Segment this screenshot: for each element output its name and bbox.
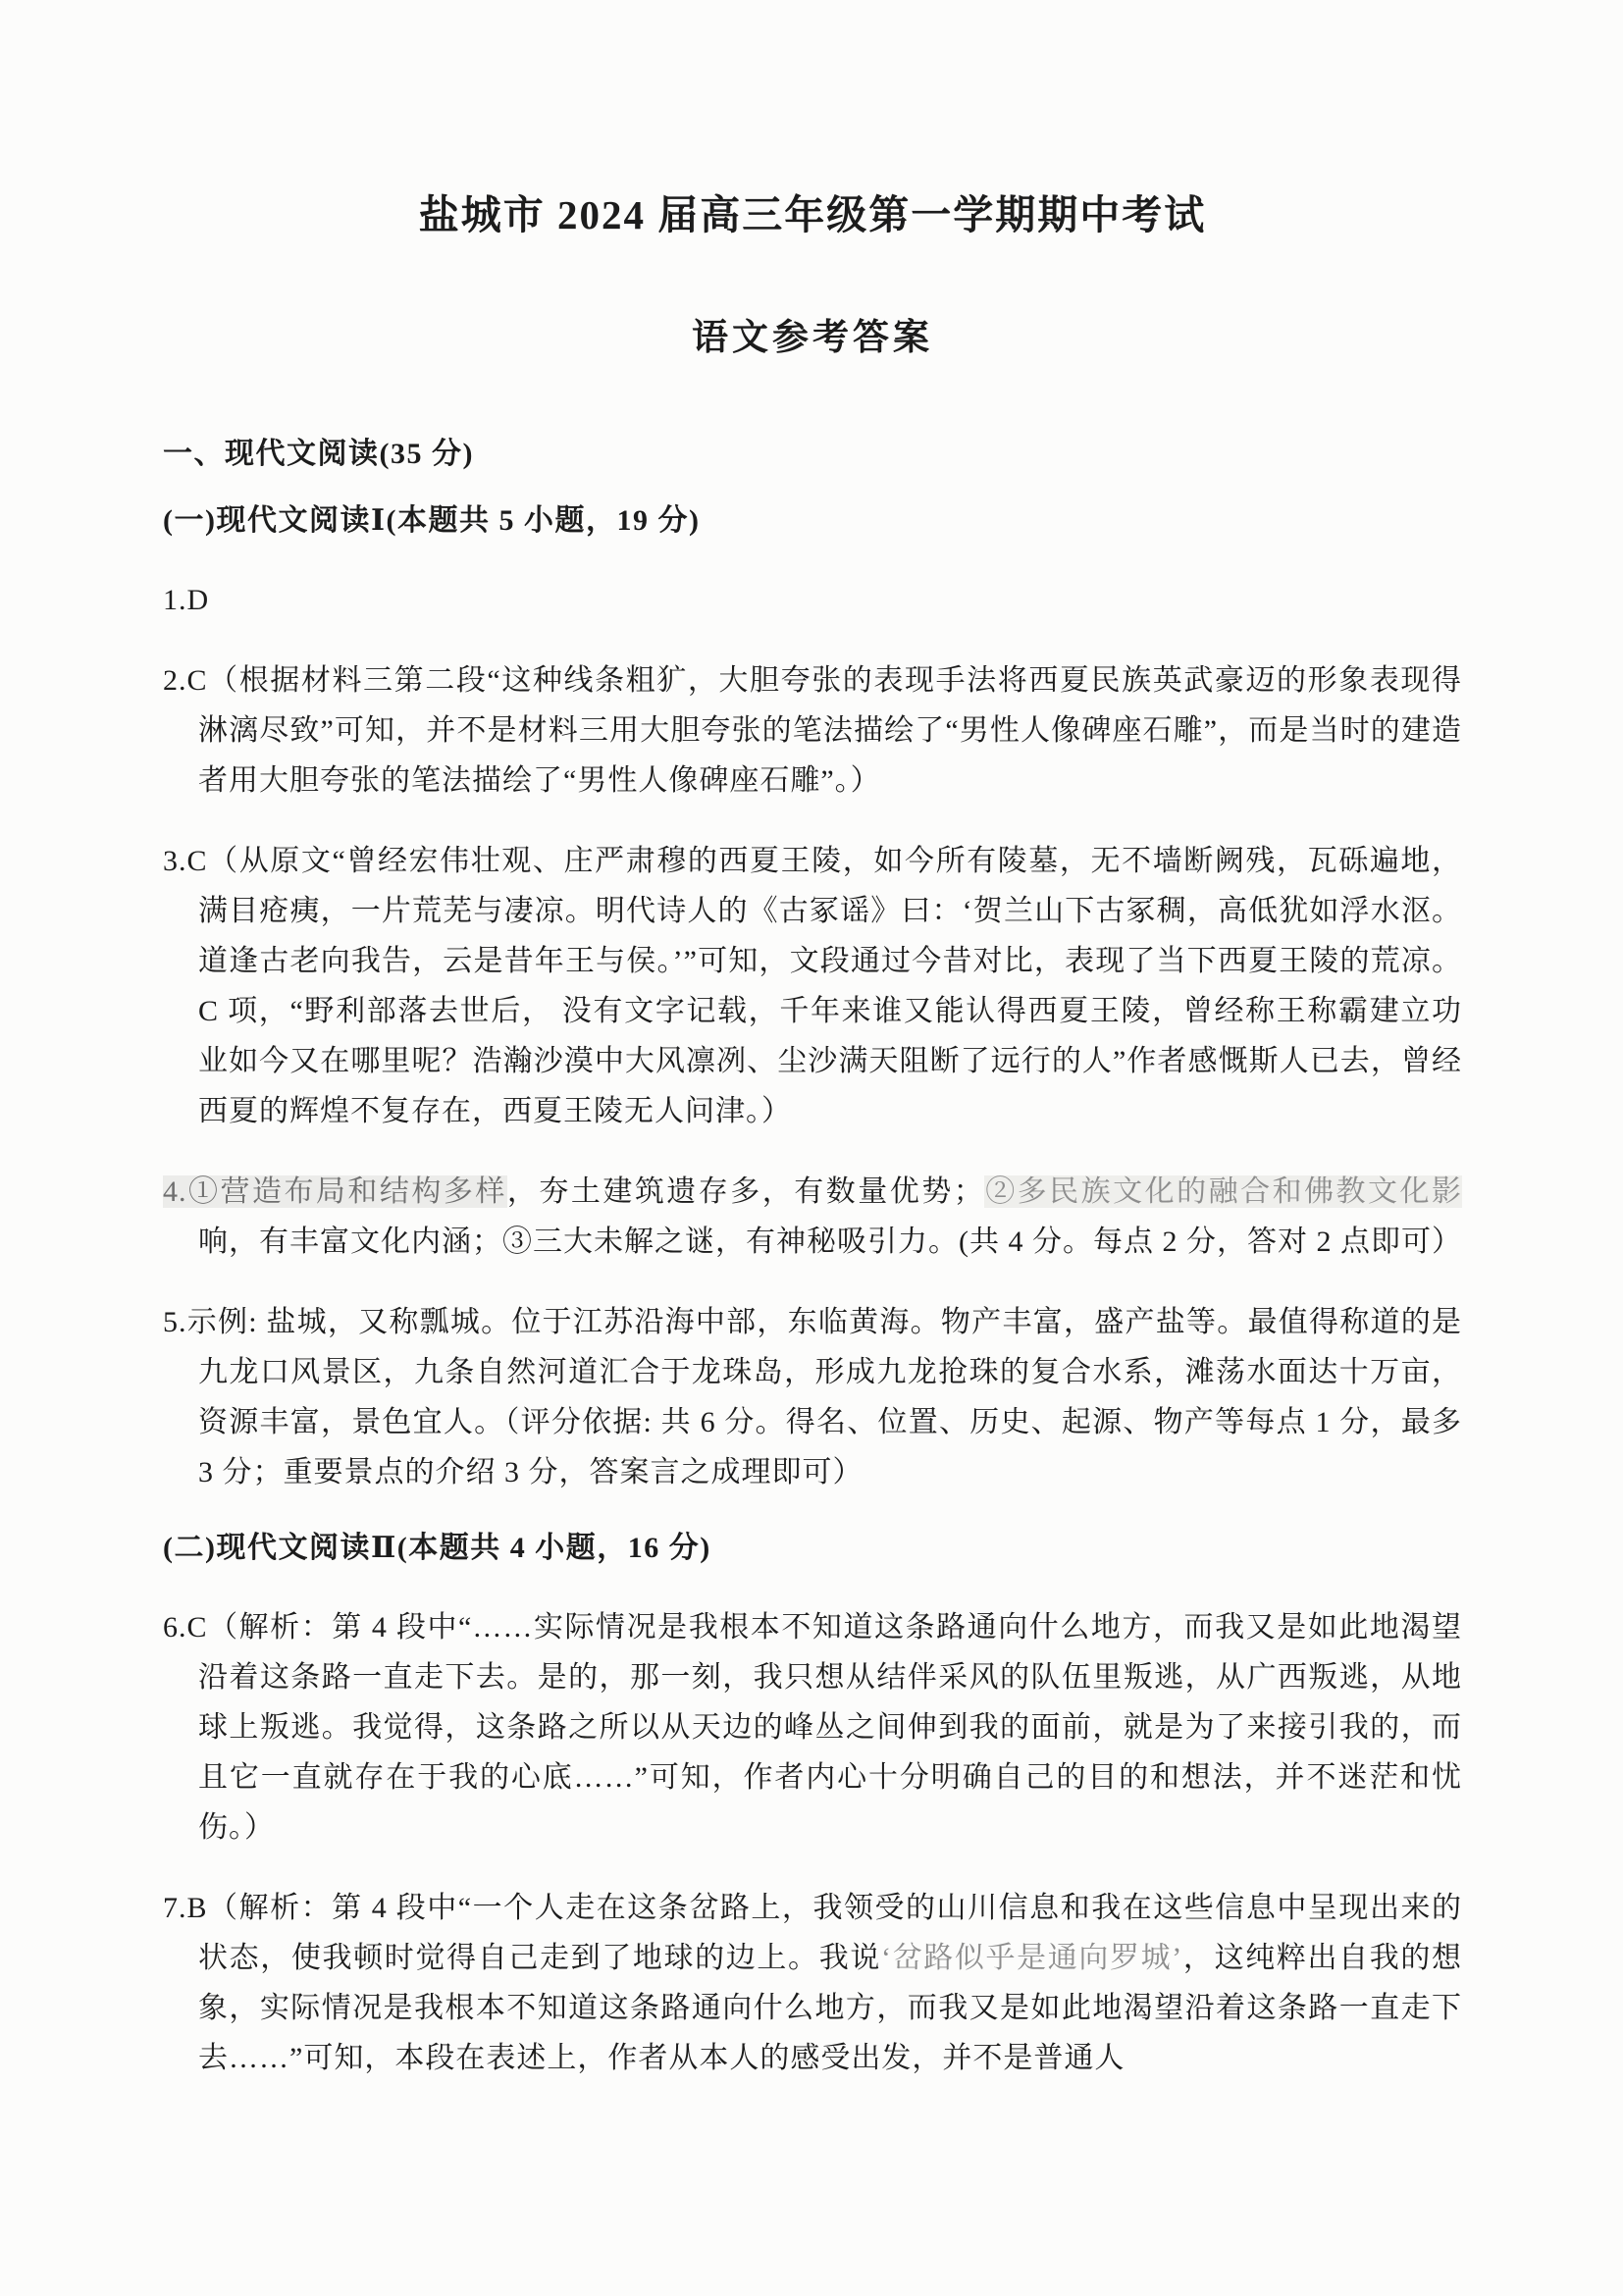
answer-q1: 1.D: [163, 584, 210, 616]
answer-q3: 3.C（从原文“曾经宏伟壮观、庄严肃穆的西夏王陵，如今所有陵墓，无不墙断阙残，瓦砾遍地，满目疮痍，一片荒芜与凄凉。明代诗人的《古冢谣》曰：‘贺兰山下古冢稠，高低犹如浮水沤。道逢古老向我告，云是昔年王与侯。’”可知，文段通过今昔对比，表现了当下西夏王陵的荒凉。C 项，“野利部落去世后， 没有文字记载，千年来谁又能认得西夏王陵，曾经称王称霸建立功业如今又在哪里呢？浩瀚沙漠中大风凛冽、尘沙满天阻断了远行的人”作者感慨斯人已去，曾经西夏的辉煌不复存在，西夏王陵无人问津。）: [163, 845, 1462, 1127]
answer-q6: 6.C（解析：第 4 段中“……实际情况是我根本不知道这条路通向什么地方，而我又是如此地渴望沿着这条路一直走下去。是的，那一刻，我只想从结伴采风的队伍里叛逃，从广西叛逃，从地球上叛逃。我觉得，这条路之所以从天边的峰丛之间伸到我的面前，就是为了来接引我的，而且它一直就存在于我的心底……”可知，作者内心十分明确自己的目的和想法，并不迷茫和忧伤。）: [163, 1611, 1462, 1844]
page-subtitle: 语文参考答案: [692, 318, 933, 358]
part2-heading-reading-2: (二)现代文阅读Ⅱ(本题共 4 小题，16 分): [163, 1532, 711, 1564]
q7-gray-quote-segment: ‘岔路似乎是通向罗城’: [880, 1942, 1183, 1974]
part1-heading-reading-1: (一)现代文阅读Ⅰ(本题共 5 小题，19 分): [163, 504, 701, 537]
answer-q4: [163, 1167, 1463, 1267]
answer-q5: 5.示例: 盐城，又称瓢城。位于江苏沿海中部，东临黄海。物产丰富，盛产盐等。最值得称道的是九龙口风景区，九条自然河道汇合于龙珠岛，形成九龙抢珠的复合水系，滩荡水面达十万亩，资源丰富，景色宜人。（评分依据: 共 6 分。得名、位置、历史、起源、物产等每点 1 分，最多 3 分；重要景点的介绍 3 分，答案言之成理即可）: [163, 1306, 1462, 1488]
section-heading-modern-text-reading: 一、现代文阅读(35 分): [163, 438, 474, 470]
q4-gray-segment-1: 4.①营造布局和结构多样: [163, 1175, 507, 1208]
q4-black-segment-2: 响，有丰富文化内涵；③三大未解之谜，有神秘吸引力。(共 4 分。每点 2 分，答对 2 点即可）: [198, 1226, 1462, 1258]
q7-black-segment-1: 7.B（解析：第 4 段中“一个人走在这条岔路上，我领受的山川信息和我在这些信息中呈现出来的状态，使我顿时觉得自己走到了地球的边上。我说: [163, 1892, 1462, 1974]
answer-q2: 2.C（根据材料三第二段“这种线条粗犷，大胆夸张的表现手法将西夏民族英武豪迈的形象表现得淋漓尽致”可知，并不是材料三用大胆夸张的笔法描绘了“男性人像碑座石雕”，而是当时的建造者用大胆夸张的笔法描绘了“男性人像碑座石雕”。）: [163, 664, 1462, 797]
q4-black-segment-1: ，夯土建筑遗存多，有数量优势；: [506, 1175, 984, 1208]
page-title: 盐城市 2024 届高三年级第一学期期中考试: [418, 192, 1207, 237]
q7-black-segment-2: ，这纯粹出自我的想象，实际情况是我根本不知道这条路通向什么地方，而我又是如此地渴望沿着这条路一直走下去……”可知，本段在表述上，作者从本人的感受出发，并不是普通人: [198, 1942, 1463, 2074]
answer-q7: [163, 1883, 1463, 2083]
q4-gray-segment-2: ②多民族文化的融合和佛教文化影: [983, 1175, 1463, 1208]
